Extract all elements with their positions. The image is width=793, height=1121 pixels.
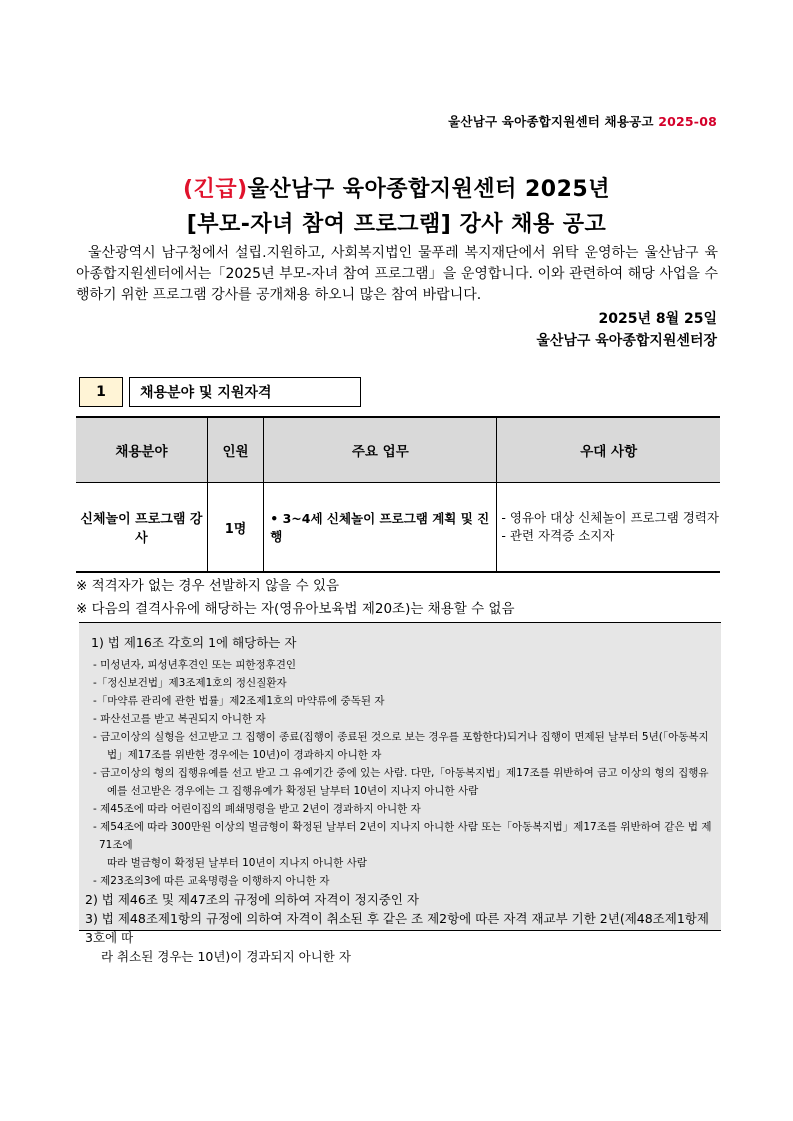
urgent-label: (긴급) [183,177,248,202]
disq-subitem-line: 예를 선고받은 경우에는 그 집행유예가 확정된 날부터 10년이 지나지 아니한 사람 [107,785,479,797]
page-title-line2: [부모-자녀 참여 프로그램] 강사 채용 공고 [186,212,607,237]
doc-header [448,112,717,130]
table-header-row [76,417,720,483]
section-number: 1 [79,377,123,407]
disq-subitem: - 파산선고를 받고 복권되지 아니한 자 [93,713,266,725]
disq-subitem [85,728,715,764]
header-label: 울산남구 육아종합지원센터 채용공고 [448,114,654,129]
disq-subitem [85,764,715,800]
intro-text: 울산광역시 남구청에서 설립.지원하고, 사회복지법인 물푸레 복지재단에서 위탁 운영하는 울산남구 육아종합지원센터에서는「2025년 부모-자녀 참여 프로그램」을 운영합니다. 이와 관련하여 해당 사업을 수행하기 위한 프로그램 강사를 공개채용 하오니 많은 참여 바랍니다. [76,245,718,303]
disqualification-box [79,622,721,964]
header-count: 인원 [207,417,263,483]
section-title: 채용분야 및 지원자격 [129,377,361,407]
disq-subitem-line: - 금고이상의 실형을 선고받고 그 집행이 종료(집행이 종료된 것으로 보는 경우를 포함한다)되거나 집행이 면제된 날부터 5년(「아동복지 [93,731,709,743]
preference-item: - 영유아 대상 신체놀이 프로그램 경력자 [501,510,719,525]
table-row [76,483,720,573]
note-disqualification: ※ 다음의 결격사유에 해당하는 자(영유아보육법 제20조)는 채용할 수 없음 [76,601,515,617]
disq-subitem-line: 법」제17조를 위반한 경우에는 10년)이 경과하지 아니한 자 [107,749,382,761]
header-field: 채용분야 [76,417,207,483]
cell-preference [497,483,720,573]
header-number: 2025-08 [658,114,717,129]
intro-paragraph [76,243,718,306]
preference-item: - 관련 자격증 소지자 [501,528,615,543]
organization-name: 울산남구 육아종합지원센터장 [536,333,717,349]
disq-subitem: - 제23조의3에 따른 교육명령을 이행하지 아니한 자 [93,875,330,887]
title-rest: 울산남구 육아종합지원센터 2025년 [247,177,610,202]
announcement-date: 2025년 8월 25일 [598,311,717,327]
recruitment-table [76,416,720,573]
disq-item-3-line: 라 취소된 경우는 10년)이 경과되지 아니한 자 [101,949,351,964]
disq-item-3 [85,909,715,966]
disq-subitem-line: - 제54조에 따라 300만원 이상의 벌금형이 확정된 날부터 2년이 지나지 아니한 사람 또는「아동복지법」제17조를 위반하여 같은 법 제71조에 [93,821,712,851]
disq-subitem [85,818,715,872]
disq-item-3-line: 3) 법 제48조제1항의 규정에 의하여 자격이 취소된 후 같은 조 제2항에 따른 자격 재교부 기한 2년(제48조제1항제3호에 따 [85,911,709,945]
header-duty: 주요 업무 [264,417,497,483]
cell-count: 1명 [207,483,263,573]
note-no-candidate: ※ 적격자가 없는 경우 선발하지 않을 수 있음 [76,578,340,594]
disq-item-2: 2) 법 제46조 및 제47조의 규정에 의하여 자격이 정지중인 자 [85,892,419,907]
cell-field: 신체놀이 프로그램 강사 [76,483,207,573]
page-title-line1 [0,172,793,203]
disq-subitem: - 미성년자, 피성년후견인 또는 피한정후견인 [93,659,297,671]
disq-subitem: -「정신보건법」제3조제1호의 정신질환자 [93,677,287,689]
cell-duty: • 3~4세 신체놀이 프로그램 계획 및 진행 [264,483,497,573]
disq-subitem-line: 따라 벌금형이 확정된 날부터 10년이 지나지 아니한 사람 [107,857,367,869]
disq-item-1: 1) 법 제16조 각호의 1에 해당하는 자 [91,635,297,650]
disq-subitem: - 제45조에 따라 어린이집의 폐쇄명령을 받고 2년이 경과하지 아니한 자 [93,803,421,815]
header-preference: 우대 사항 [497,417,720,483]
disq-subitem: -「마약류 관리에 관한 법률」제2조제1호의 마약류에 중독된 자 [93,695,385,707]
disq-subitem-line: - 금고이상의 형의 집행유예를 선고 받고 그 유예기간 중에 있는 사람. 다만,「아동복지법」제17조를 위반하여 금고 이상의 형의 집행유 [93,767,709,779]
